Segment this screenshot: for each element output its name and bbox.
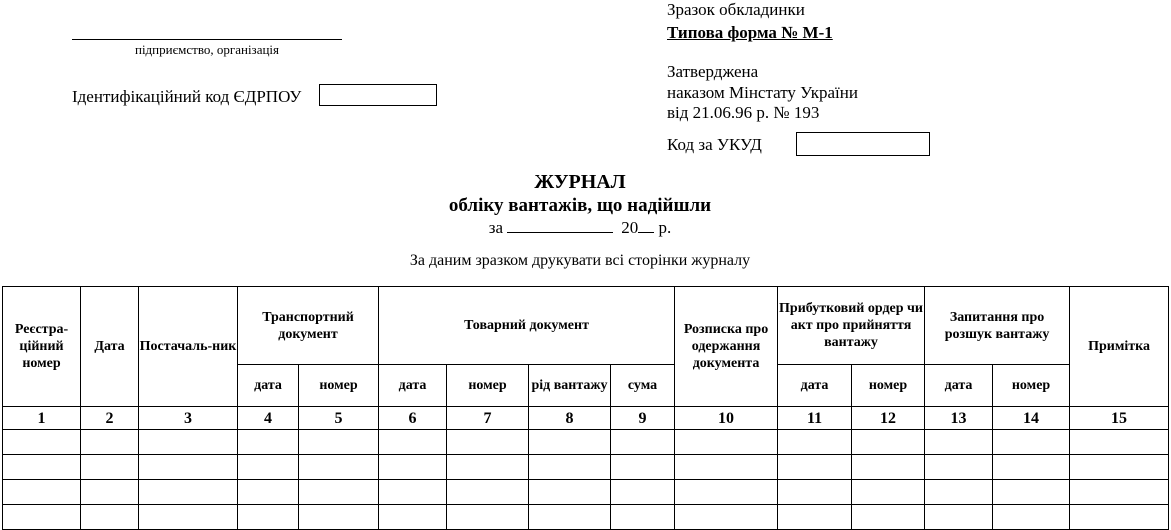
column-number: 5 [299,407,379,430]
table-cell[interactable] [139,505,238,530]
table-row [3,430,1169,455]
journal-subtitle: обліку вантажів, що надійшли [448,195,712,216]
sample-label: Зразок обкладинки [667,0,805,19]
approved-label: Затверджена [667,62,759,81]
table-cell[interactable] [238,455,299,480]
journal-body [3,430,1169,530]
ukud-code-field[interactable] [796,132,930,156]
table-cell[interactable] [299,505,379,530]
subheader-goods-date: дата [379,365,447,407]
table-cell[interactable] [993,505,1070,530]
column-numbers-row [3,407,1169,430]
table-cell[interactable] [675,430,778,455]
table-cell[interactable] [925,480,993,505]
table-cell[interactable] [778,455,852,480]
table-cell[interactable] [81,480,139,505]
table-cell[interactable] [81,505,139,530]
table-cell[interactable] [529,430,611,455]
table-cell[interactable] [379,505,447,530]
table-cell[interactable] [993,480,1070,505]
column-number: 2 [81,407,139,430]
column-number: 3 [139,407,238,430]
table-cell[interactable] [675,455,778,480]
column-number: 14 [993,407,1070,430]
header-order: Прибутковий ордер чи акт про прийняття вантажу [778,287,925,365]
table-cell[interactable] [81,430,139,455]
table-cell[interactable] [447,455,529,480]
table-cell[interactable] [379,430,447,455]
header-date: Дата [81,287,139,407]
column-number: 7 [447,407,529,430]
table-cell[interactable] [1070,455,1169,480]
period-year: 20 [621,218,639,237]
table-cell[interactable] [529,455,611,480]
table-cell[interactable] [379,480,447,505]
table-cell[interactable] [852,505,925,530]
table-cell[interactable] [675,505,778,530]
subheader-order-number: номер [852,365,925,407]
header-transport-doc: Транспортний документ [238,287,379,365]
table-cell[interactable] [447,430,529,455]
table-cell[interactable] [1070,480,1169,505]
subheader-inquiry-number: номер [993,365,1070,407]
column-number: 6 [379,407,447,430]
table-cell[interactable] [3,430,81,455]
header-supplier: Постачаль-ник [139,287,238,407]
table-cell[interactable] [3,480,81,505]
table-cell[interactable] [925,430,993,455]
approved-date: від 21.06.96 р. № 193 [667,103,820,122]
table-cell[interactable] [447,480,529,505]
column-number: 13 [925,407,993,430]
subheader-goods-kind: рід вантажу [529,365,611,407]
column-number: 1 [3,407,81,430]
header-inquiry: Запитання про розшук вантажу [925,287,1070,365]
table-cell[interactable] [611,480,675,505]
year-blank[interactable] [638,218,654,233]
table-cell[interactable] [139,455,238,480]
period-prefix: за [488,218,503,237]
table-cell[interactable] [852,455,925,480]
table-cell[interactable] [139,480,238,505]
table-cell[interactable] [778,430,852,455]
table-cell[interactable] [675,480,778,505]
table-cell[interactable] [993,455,1070,480]
subheader-goods-sum: сума [611,365,675,407]
header-remark: Примітка [1070,287,1169,407]
period-line [0,218,1160,238]
column-number: 10 [675,407,778,430]
subheader-inquiry-date: дата [925,365,993,407]
header-receipt: Розписка про одержання документа [675,287,778,407]
journal-table [2,286,1169,530]
header-reg-number: Реєстра-ційний номер [3,287,81,407]
table-cell[interactable] [238,480,299,505]
table-cell[interactable] [299,430,379,455]
table-cell[interactable] [925,505,993,530]
column-number: 9 [611,407,675,430]
table-cell[interactable] [778,505,852,530]
table-cell[interactable] [447,505,529,530]
table-cell[interactable] [852,430,925,455]
table-cell[interactable] [299,455,379,480]
table-row [3,480,1169,505]
organization-caption: підприємство, організація [134,42,280,57]
table-row [3,455,1169,480]
ukud-label: Код за УКУД [667,135,762,154]
table-cell[interactable] [299,480,379,505]
journal-title: ЖУРНАЛ [534,171,626,193]
form-name: Типова форма № М-1 [667,23,833,42]
edrpou-code-field[interactable] [319,84,437,106]
column-number: 12 [852,407,925,430]
column-number: 8 [529,407,611,430]
table-cell[interactable] [238,505,299,530]
table-cell[interactable] [238,430,299,455]
period-suffix: р. [658,218,672,237]
edrpou-label: Ідентифікаційний код ЄДРПОУ [72,87,302,106]
table-cell[interactable] [529,505,611,530]
subheader-transport-date: дата [238,365,299,407]
table-row [3,505,1169,530]
subheader-order-date: дата [778,365,852,407]
print-note: За даним зразком друкувати всі сторінки журналу [409,252,751,269]
table-cell[interactable] [139,430,238,455]
organization-line [72,39,342,40]
table-cell[interactable] [3,505,81,530]
table-cell[interactable] [778,480,852,505]
table-cell[interactable] [611,505,675,530]
subheader-transport-number: номер [299,365,379,407]
period-blank[interactable] [507,218,613,233]
table-cell[interactable] [379,455,447,480]
table-cell[interactable] [852,480,925,505]
table-cell[interactable] [3,455,81,480]
subheader-goods-number: номер [447,365,529,407]
table-cell[interactable] [611,455,675,480]
approved-by: наказом Мінстату України [667,83,858,102]
table-cell[interactable] [611,430,675,455]
column-number: 4 [238,407,299,430]
table-cell[interactable] [993,430,1070,455]
table-cell[interactable] [529,480,611,505]
table-cell[interactable] [925,455,993,480]
column-number: 15 [1070,407,1169,430]
column-number: 11 [778,407,852,430]
table-cell[interactable] [1070,430,1169,455]
table-cell[interactable] [1070,505,1169,530]
table-cell[interactable] [81,455,139,480]
header-goods-doc: Товарний документ [379,287,675,365]
